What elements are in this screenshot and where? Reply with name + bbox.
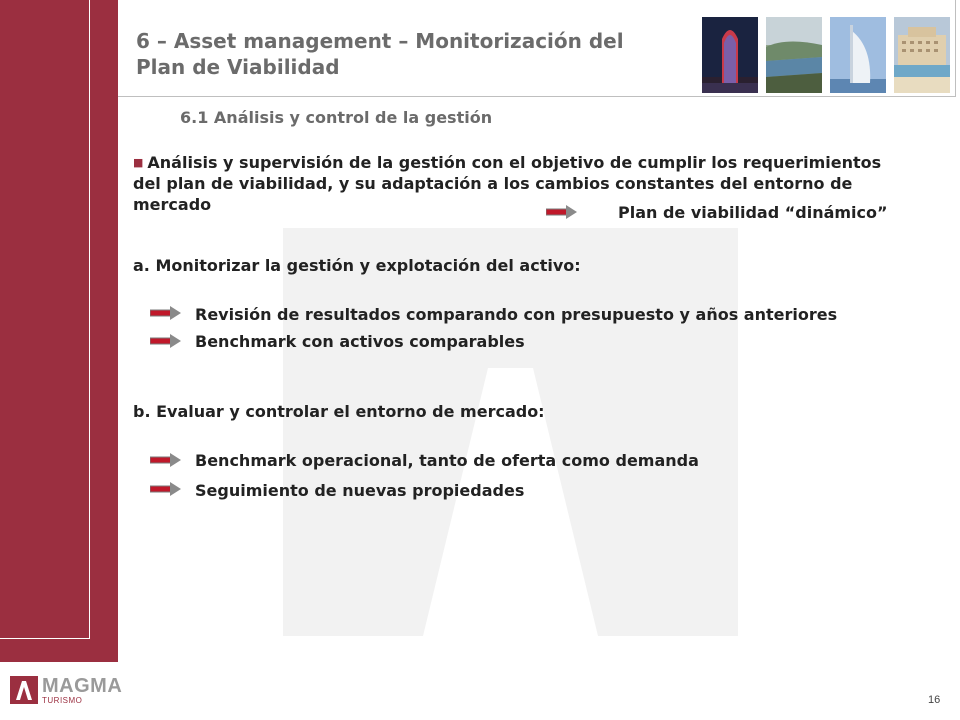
section-subtitle: 6.1 Análisis y control de la gestión: [180, 108, 493, 127]
logo-a-icon: [10, 676, 38, 704]
magma-logo: [10, 676, 122, 706]
header-right-divider: [955, 0, 956, 97]
tower-photo: [702, 17, 758, 93]
dynamic-plan-label: Plan de viabilidad “dinámico”: [618, 203, 888, 222]
header-divider: [118, 96, 956, 97]
page-number: 16: [928, 694, 941, 706]
left-sidebar-band: [0, 0, 118, 662]
section-b-heading: b. Evaluar y controlar el entorno de mercado:: [133, 402, 545, 421]
header-photo-strip: [702, 17, 950, 93]
slide-title-line1: 6 – Asset management – Monitorización del: [136, 29, 624, 53]
sidebar-frame: [0, 0, 90, 639]
section-a-item-2: Benchmark con activos comparables: [195, 332, 525, 351]
arrow-right-icon: [546, 204, 578, 220]
section-b-item-2: Seguimiento de nuevas propiedades: [195, 481, 525, 500]
sail-hotel-photo: [830, 17, 886, 93]
logo-watermark: [283, 228, 738, 636]
arrow-right-icon: [150, 333, 182, 349]
coast-photo: [766, 17, 822, 93]
arrow-right-icon: [150, 452, 182, 468]
logo-subtitle: TURISMO: [42, 696, 83, 705]
arrow-right-icon: [150, 481, 182, 497]
square-bullet-icon: ■: [133, 156, 144, 169]
slide-title: [136, 28, 696, 80]
section-b-item-1: Benchmark operacional, tanto de oferta como demanda: [195, 451, 699, 470]
arrow-right-icon: [150, 305, 182, 321]
intro-text: Análisis y supervisión de la gestión con el objetivo de cumplir los requerimientos del plan de viabilidad, y su adaptación a los cambios constantes del entorno de mercado: [133, 153, 882, 214]
section-a-heading: a. Monitorizar la gestión y explotación del activo:: [133, 256, 581, 275]
resort-photo: [894, 17, 950, 93]
slide-title-line2: Plan de Viabilidad: [136, 55, 340, 79]
logo-name: MAGMA: [42, 675, 123, 697]
section-a-item-1: Revisión de resultados comparando con presupuesto y años anteriores: [195, 305, 838, 324]
